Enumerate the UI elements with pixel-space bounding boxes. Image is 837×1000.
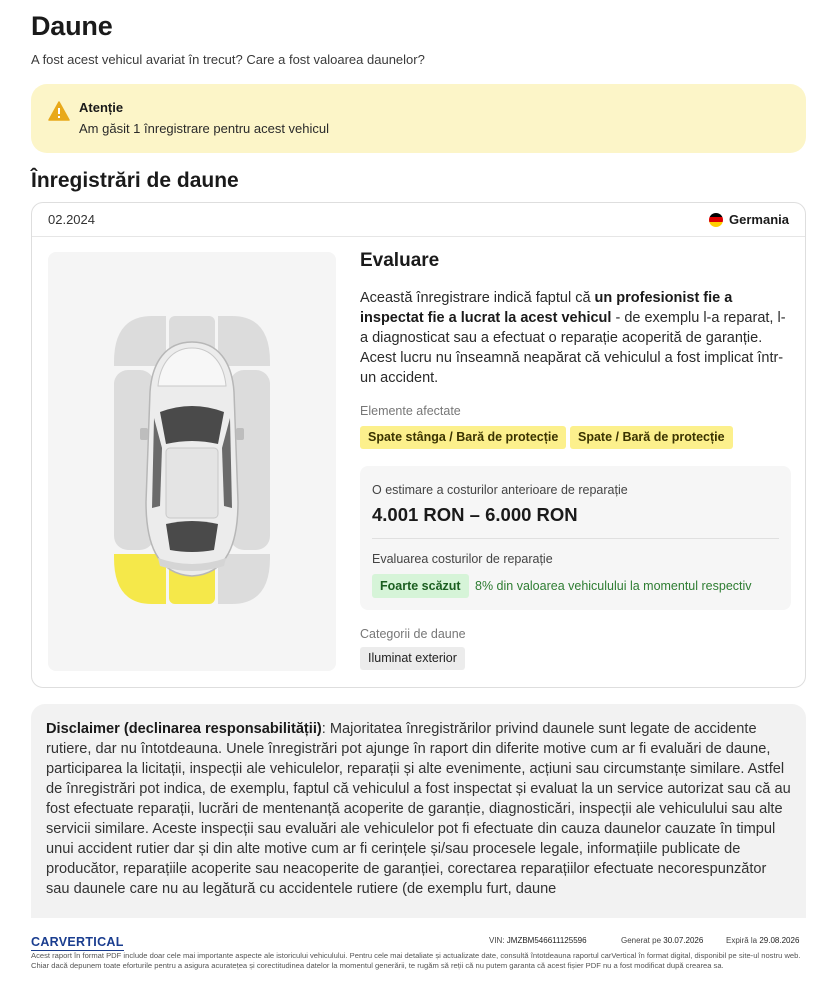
evaluation-text-post: - de exemplu l-a reparat, l-a diagnosticat sau a efectuat o reparație acoperită de garanție. Acest lucru nu înseamnă neapărat că vehiculul a fost implicat într-un accident. [360,310,786,386]
cost-evaluation-text: 8% din valoarea vehiculului la momentul respectiv [475,579,752,593]
cost-evaluation-label: Evaluarea costurilor de reparație [372,552,553,566]
attention-alert [31,84,806,153]
footer-expires [726,936,799,945]
zone-rear-left [114,554,166,604]
disclaimer-text [46,719,791,899]
affected-tag-rear-left-bumper: Spate stânga / Bară de protecție [360,426,566,449]
zone-front-right [218,316,270,366]
expires-value: 29.08.2026 [759,936,800,945]
page-subtitle: A fost acest vehicul avariat în trecut? Care a fost valoarea daunelor? [31,52,425,67]
vin-label: VIN: [489,936,505,945]
country-name: Germania [729,212,789,227]
damage-record-card [31,202,806,688]
cost-estimate-label: O estimare a costurilor anterioare de reparație [372,483,628,497]
records-section-title: Înregistrări de daune [31,169,239,192]
alert-title: Atenție [79,100,124,115]
cost-divider [372,538,779,539]
page-title: Daune [31,11,113,41]
vin-value: JMZBM546611125596 [506,936,587,945]
affected-tag-rear-bumper: Spate / Bară de protecție [570,426,733,449]
footer-generated [621,936,703,945]
car-diagram-svg [48,252,336,671]
repair-cost-box [360,466,791,610]
germany-flag-icon [709,213,723,227]
record-country [709,212,789,227]
footer-fine-print: Acest raport în format PDF include doar cele mai importante aspecte ale istoricului vehiculului. Pentru cele mai detaliate și actualizate date, consultă întotdeauna raportul carVertical în format digital, disponibil pe site-ul nostru web. Chiar dacă depunem toate eforturile pentru a asigura acuratețea și corectitudinea datelor la momentul generării, te rugăm să reții că nu putem garanta că acest fișier PDF nu a fost modificat după crearea sa. [31,951,801,970]
evaluation-title: Evaluare [360,250,440,271]
generated-value: 30.07.2026 [663,936,704,945]
disclaimer-box [31,704,806,918]
generated-label: Generat pe [621,936,662,945]
report-footer [31,931,806,1000]
zone-front-left [114,316,166,366]
damage-categories-label: Categorii de daune [360,627,466,641]
cost-evaluation-badge: Foarte scăzut [372,574,469,598]
evaluation-text-bold: un profesionist fie a inspectat fie a lucrat la acest vehicul [360,290,733,326]
carvertical-logo: CARVERTICAL [31,935,124,949]
affected-elements-label: Elemente afectate [360,404,461,418]
disclaimer-body: : Majoritatea înregistrărilor privind daunele sunt legate de accidente rutiere, dar nu întotdeauna. Unele înregistrări pot ajunge în raport din diferite motive cum ar fi evaluări de daune, participarea la licitații, inspecții ale vehiculelor, reparații și alte evenimente, acțiuni sau circumstanțe similare. Astfel de înregistrări pot indica, de exemplu, faptul că vehiculul a fost inspectat și evaluat la un service autorizat sau că au fost efectuate reparații, lucrări de mentenanță acoperite de garanție, diagnosticări, inspecții ale vehiculului sau alte servicii similare. Aceste inspecții sau evaluări ale vehiculelor pot fi efectuate din cauza daunelor cauzate în timpul unui accident rutier dar și din alte motive cum ar fi cerințele și/sau procesele legale, informațiile publicate de producător, reparațiile acoperite sau neacoperite de garanției, corectarea reparațiilor efectuate necorespunzător sau daunele care nu au legătură cu accidentele rutiere (de exemplu furt, daune [46,721,791,897]
disclaimer-title: Disclaimer (declinarea responsabilității) [46,721,322,737]
evaluation-text-pre: Această înregistrare indică faptul că [360,290,595,306]
record-date: 02.2024 [48,212,95,227]
car-top-view [140,342,244,576]
record-header [32,203,805,237]
expires-label: Expiră la [726,936,758,945]
alert-text: Am găsit 1 înregistrare pentru acest vehicul [79,121,330,136]
cost-estimate-value: 4.001 RON – 6.000 RON [372,504,578,525]
zone-rear-right [218,554,270,604]
damage-category-tag: Iluminat exterior [360,647,465,670]
warning-icon [48,101,70,121]
car-damage-diagram [48,252,336,671]
footer-vin [489,936,587,945]
evaluation-text [360,288,792,388]
